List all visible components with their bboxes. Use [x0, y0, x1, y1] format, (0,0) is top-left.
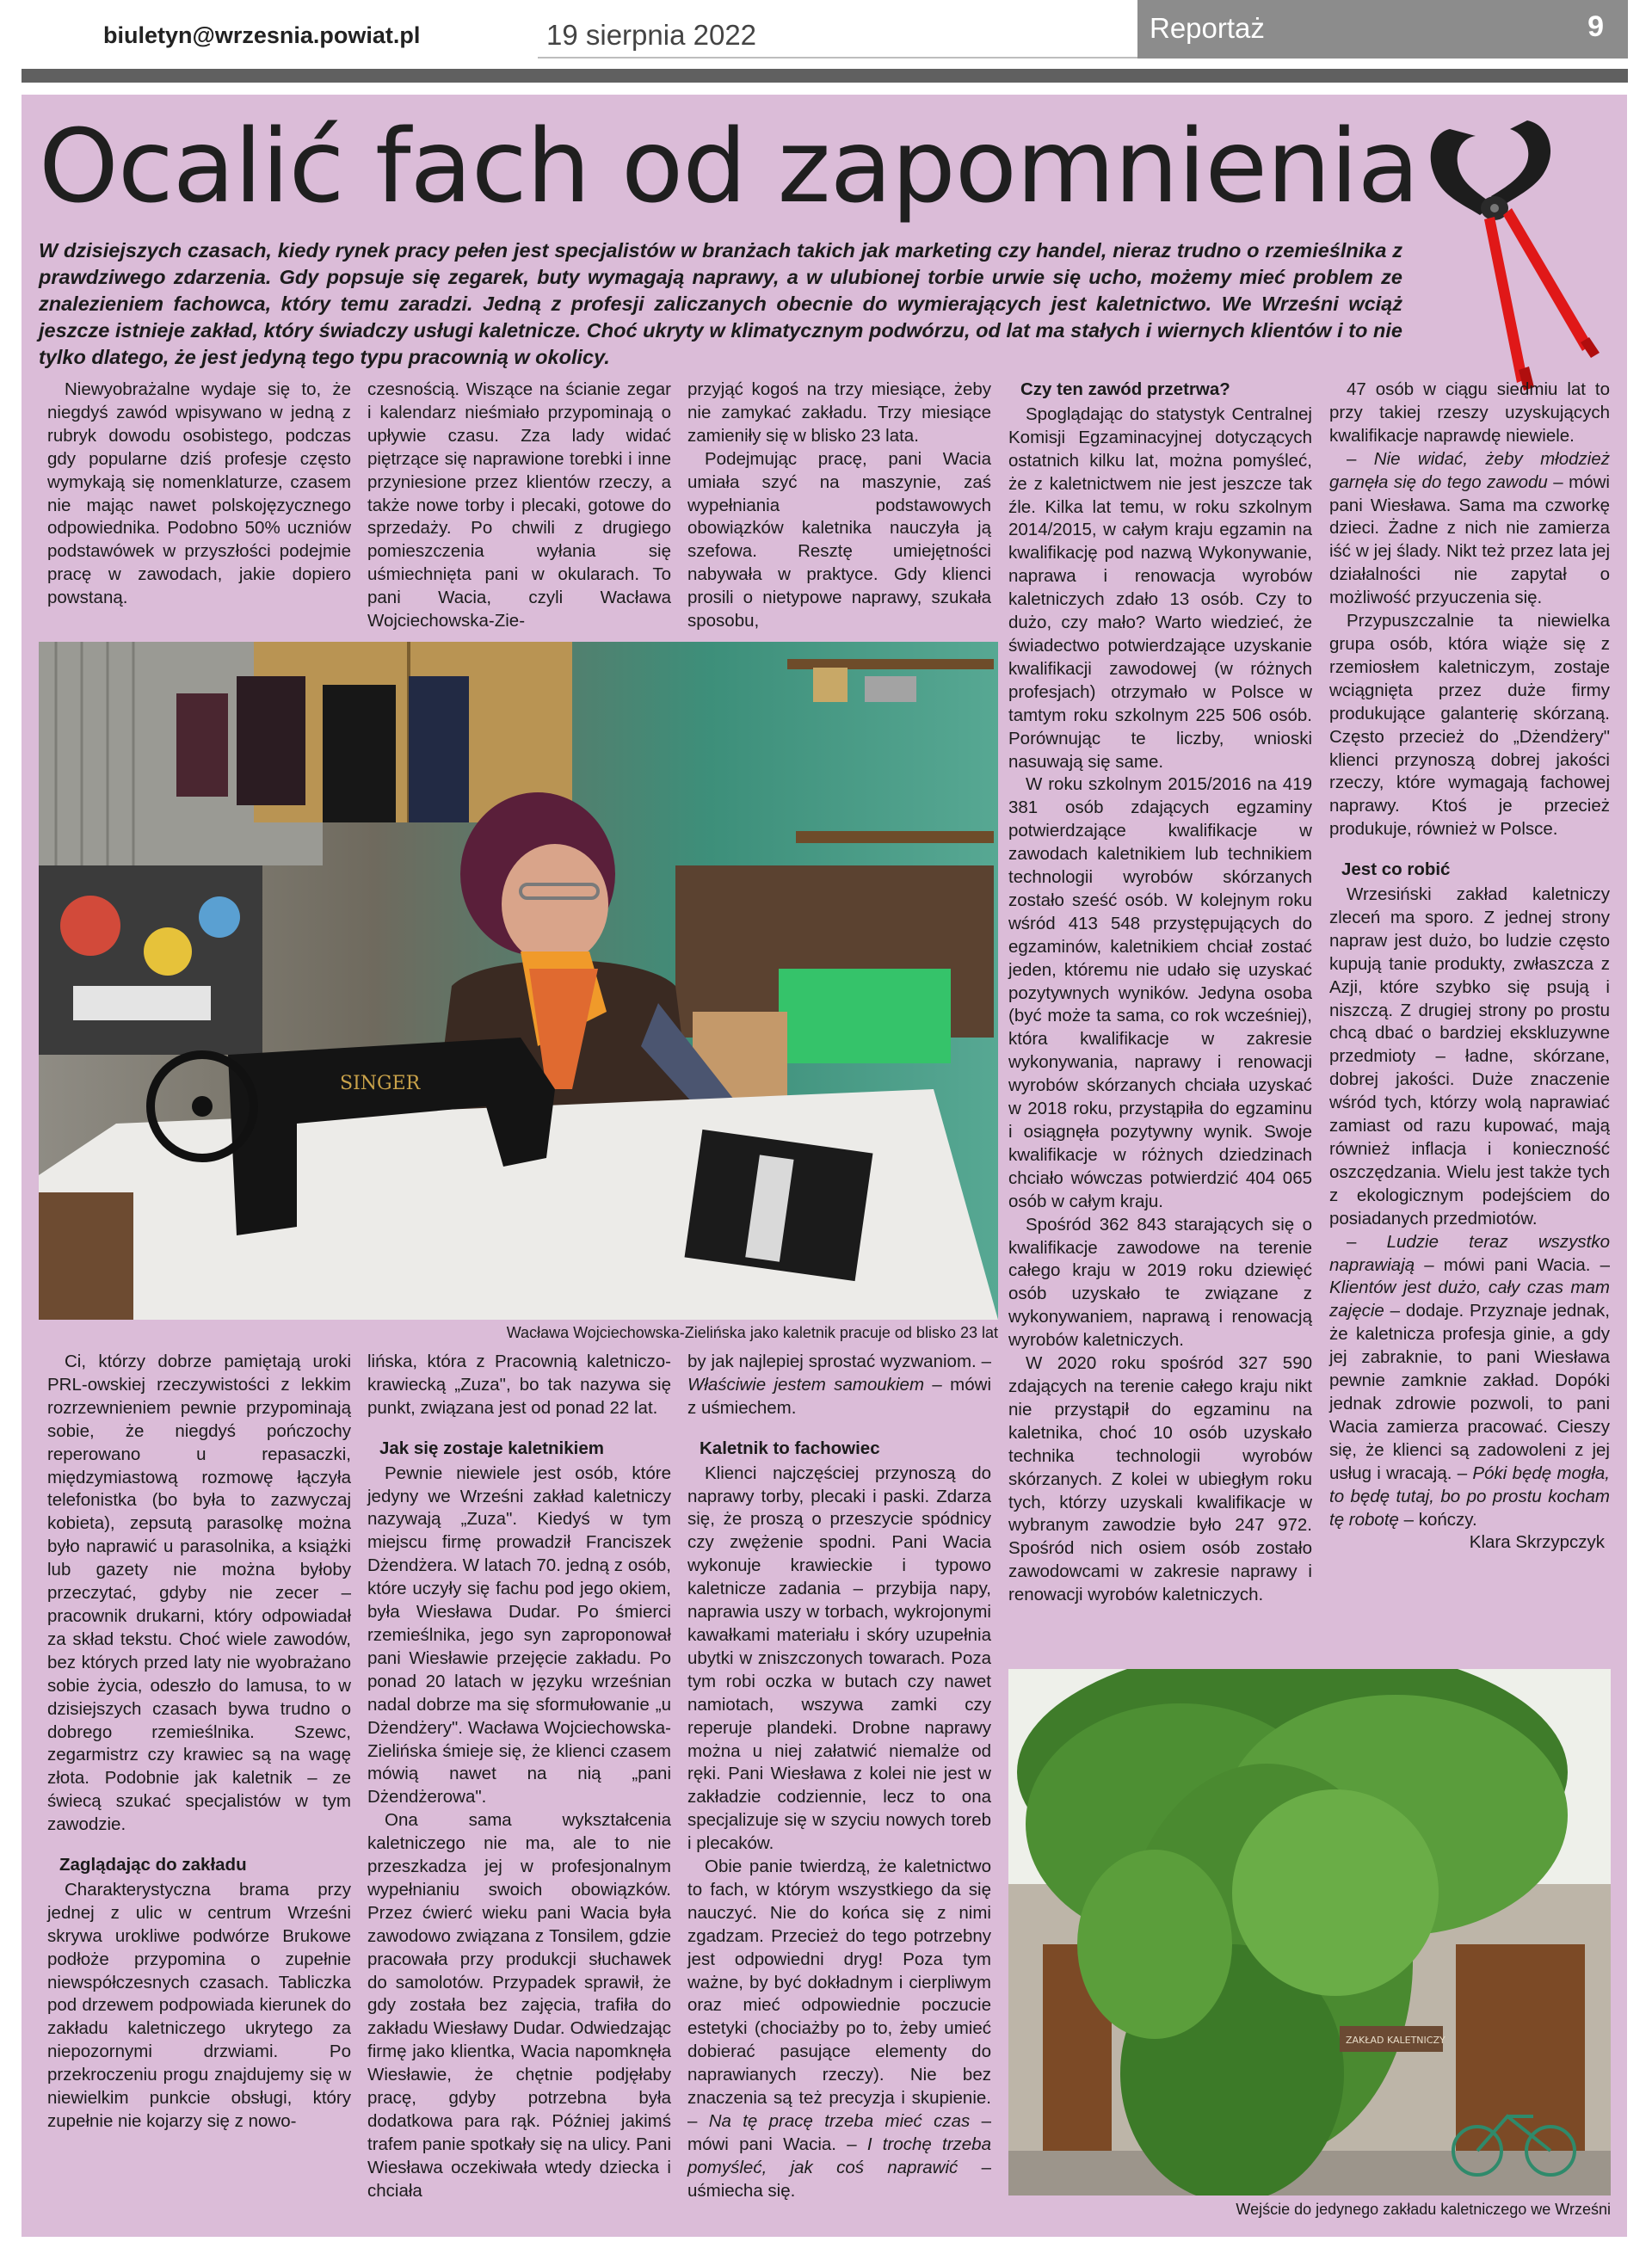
machine-label: SINGER [340, 1073, 421, 1094]
text-run: – mówi z uśmiechem. [687, 1374, 992, 1418]
quote: Ludzie teraz wszystko naprawiają [1329, 1231, 1610, 1275]
sign-label: ZAKŁAD KALETNICZY [1346, 2035, 1446, 2046]
entrance-photo [1008, 1669, 1611, 2195]
col3-top [687, 379, 991, 633]
article-title: Ocalić fach od zapomnienia [39, 107, 1419, 225]
quote: Właściwie jestem samoukiem [687, 1374, 925, 1395]
col2-top [367, 379, 671, 633]
paragraph: Spośród 362 843 starających się o kwalifikacje zawodowe na terenie całego kraju w 2019 roku dziewięć osób uzyskało te związane z wykonywaniem, naprawą i renowacją wyrobów kaletniczych. [1008, 1214, 1312, 1351]
entrance-illustration [1008, 1669, 1611, 2195]
header-date: 19 sierpnia 2022 [546, 19, 757, 51]
section-name: Reportaż [1150, 12, 1265, 44]
workshop-photo [39, 642, 998, 1320]
col4 [1008, 379, 1312, 1607]
text-run: – [1347, 448, 1357, 469]
col1-top [47, 379, 351, 610]
header-bar [22, 69, 1628, 83]
paragraph: Przypuszczalnie ta niewielka grupa osób, która wiąże się z rzemiosłem kaletniczym, zostaje wciągnięta przez duże firmy produkujące galanterię skórzaną. Często przecież do „Dżendżery" klienci przynoszą dobrej jakości rzeczy, które wymagają fachowej naprawy. Ktoś je przecież produkuje, również w Polsce. [1329, 611, 1610, 840]
workshop-illustration [39, 642, 998, 1320]
quote: I trochę trzeba pomyśleć, jak coś naprawić [687, 2134, 991, 2177]
text-run: – mówi pani Wacia. – [687, 2111, 991, 2154]
paragraph: Klienci najczęściej przynoszą do naprawy torby, plecaki i paski. Zdarza się, że proszą o przeszycie spódnicy czy zwężenie spodni. Pani Wacia wykonuje krawieckie i typowo kaletnicze zadania – przybija napy, naprawia uszy w torbach, wykrojonymi kawałkami materiału i skóry uzupełnia ubytki w zniszczonych towarach. Poza tym robi oczka w butach czy nawet namiotach, wszywa zamki czy reperuje plandeki. Drobne naprawy można u niej załatwić niemalże od ręki. Pani Wiesława z kolei nie jest w zakładzie codziennie, lecz to ona specjalizuje się w szyciu nowych toreb i plecaków. [687, 1463, 991, 1854]
quote: Póki będę mogła, to będę tutaj, bo po prostu kocham tę robotę [1329, 1463, 1610, 1530]
subheading-zagladajac: Zaglądając do zakładu [59, 1855, 247, 1875]
subheading-czy: Czy ten zawód przetrwa? [1020, 379, 1230, 399]
paragraph: 47 osób w ciągu siedmiu lat to przy takiej rzeszy uzyskujących kwalifikacje naprawdę niewiele. [1329, 379, 1610, 446]
text-run: – mówi pani Wiesława. Sama ma czworkę dzieci. Żadne z nich nie zamierza iść w jej ślady. Nikt też przez lata jej działalności nie zapytał o możliwość przyuczenia się. [1329, 471, 1610, 608]
author-signature: Klara Skrzypczyk [1469, 1532, 1605, 1553]
subheading-jak: Jak się zostaje kaletnikiem [379, 1438, 604, 1458]
text-run: by jak najlepiej sprostać wyzwaniom. – [687, 1352, 991, 1371]
col1-lower [47, 1351, 351, 2134]
text-run: – uśmiecha się. [687, 2157, 991, 2201]
quote: Na tę pracę trzeba mieć czas [708, 2111, 971, 2131]
header-rule [538, 57, 1140, 59]
col2-lower [367, 1351, 671, 2203]
subheading-jest: Jest co robić [1341, 859, 1451, 880]
paragraph: Charakterystyczna brama przy jednej z ulic w centrum Wrześni skrywa urokliwe podwórze Brukowe podłoże przypomina o zupełnie niewspółczesnych czasach. Tabliczka pod drzewem podpowiada kierunek do zakładu kaletniczego ukrytego za niepozornymi drzwiami. Po przekroczeniu progu znajdujemy się w niewielkim punkcie obsługi, który zupełnie nie kojarzy się z nowo- [47, 1879, 351, 2131]
paragraph: Podejmując pracę, pani Wacia umiała szyć na maszynie, zaś wypełniania podstawowych obowiązków kaletnika nauczyła ją szefowa. Resztę umiejętności nabywała w praktyce. Gdy klienci prosili o nietypowe naprawy, szukała sposobu, [687, 448, 991, 631]
paragraph: Pewnie niewiele jest osób, które jedyny we Wrześni zakład kaletniczy nazywają „Zuza". Kiedyś w tym miejscu firmę prowadził Franciszek Dżendżera. W latach 70. jedną z osób, które uczyły się fachu pod jego okiem, była Wiesława Dudar. Po śmierci rzemieślnika, jego syn zaproponował pani Wiesławie przejęcie zakładu. Po ponad 20 latach w języku wrześnian nadal dobrze ma się sformułowanie „u Dżendżery". Wacława Wojciechowska-Zielińska śmieje się, że klienci czasem mówią nawet na nią „pani Dżendżerowa". [367, 1463, 671, 1808]
paragraph: W roku szkolnym 2015/2016 na 419 381 osób zdających egzaminy potwierdzające kwalifikacje w zawodach kaletnikiem lub technikiem technologii wyrobów skórzanych zostało sześć osób. W kolejnym roku wśród 413 548 przystępujących do egzaminów, kaletnikiem chciał zostać jeden, któremu nie udało się uzyskać pozytywnych wyników. Jedyna osoba (być może ta sama, co rok wcześniej), która kwalifikacje w zakresie wykonywania, naprawy i renowacji wyrobów skórzanych chciała uzyskać w 2018 roku, przystąpiła do egzaminu i osiągnęła pozytywny wynik. Swoje kwalifikacje w różnych dziedzinach chciało wówczas potwierdzić 404 065 osób w całym kraju. [1008, 774, 1312, 1211]
paragraph: Ona sama wykształcenia kaletniczego nie ma, ale to nie przeszkadza jej w profesjonalnym wypełnianiu swoich obowiązków. Przez ćwierć wieku pani Wacia była zawodowo związana z Tonsilem, gdzie pracowała przy produkcji słuchawek do samolotów. Przypadek sprawił, że gdy została bez zajęcia, trafiła do zakładu Wiesławy Dudar. Odwiedzając firmę jako klientka, Wacia napomknęła Wiesławie, że chętnie podjęłaby pracę, gdyby potrzebna była dodatkowa para rąk. Później jakimś trafem panie spotkały się na ulicy. Pani Wiesława oczekiwała wtedy dziecka i chciała [367, 1810, 671, 2201]
paragraph [687, 1351, 991, 1420]
paragraph: czesnością. Wiszące na ścianie zegar i kalendarz nieśmiało przypominają o upływie czasu. Zza lady widać piętrzące się naprawione torebki i inne przyniesione przez klientów rzeczy, a także nowe torby i plecaki, gotowe do sprzedaży. Po chwili z drugiego pomieszczenia wyłania się uśmiechnięta pani w okularach. To pani Wacia, czyli Wacława Wojciechowska-Zie- [367, 379, 671, 631]
page-header [0, 0, 1652, 86]
quote: Klientów jest dużo, cały czas mam zajęcie [1329, 1278, 1610, 1321]
paragraph: Wrzesiński zakład kaletniczy zleceń ma sporo. Z jednej strony napraw jest dużo, bo ludzie często kupują tanie produkty, zwłaszcza z Azji, które szybko się psują i niszczą. Z drugiej strony po prostu chcą dbać o bardziej ekskluzywne przedmioty – ładne, skórzane, dobrej jakości. Duże znaczenie wśród tych, którzy wolą naprawiać zamiast od razu kupować, mają również inflacja i konieczność oszczędzania. Wielu jest także tych z ekologicznym podejściem do posiadanych przedmiotów. [1329, 884, 1610, 1229]
article-lead: W dzisiejszych czasach, kiedy rynek pracy pełen jest specjalistów w branżach takich jak marketing czy handel, nieraz trudno o rzemieślnika z prawdziwego zdarzenia. Gdy popsuje się zegarek, buty wymagają naprawy, a w ulubionej torbie urwie się ucho, możemy mieć problem ze znalezieniem fachowca, który temu zaradzi. Jedną z profesji zaliczanych obecnie do wymierających jest kaletnictwo. We Wrześni wciąż jeszcze istnieje zakład, który świadczy usługi kaletnicze. Choć ukryty w klimatycznym podwórzu, od lat ma stałych i wiernych klientów i to nie tylko dlatego, że jest jedyną tego typu pracownią w okolicy. [39, 239, 1402, 368]
text-run: – [1347, 1231, 1357, 1252]
paragraph: Spoglądając do statystyk Centralnej Komisji Egzaminacyjnej dotyczących ostatnich kilku lat, można pomyśleć, że z kaletnictwem nie jest jeszcze tak źle. Kilka lat temu, w roku szkolnym 2014/2015, w całym kraju egzamin na kwalifikację pod nazwą Wykonywanie, naprawa i renowacja wyrobów kaletniczych zdało 13 osób. Czy to dużo, czy mało? Warto wiedzieć, że świadectwo potwierdzające uzyskanie kwalifikacji zawodowej (w różnych profesjach) otrzymało w Polsce w tamtym roku szkolnym 225 506 osób. Porównując te liczby, wnioski nasuwają się same. [1008, 403, 1312, 772]
header-email[interactable]: biuletyn@wrzesnia.powiat.pl [103, 22, 421, 48]
paragraph [1329, 1231, 1610, 1532]
paragraph [687, 1856, 991, 2203]
entrance-caption: Wejście do jedynego zakładu kaletniczego we Wrześni [1236, 2201, 1611, 2218]
page-number: 9 [1587, 10, 1604, 43]
paragraph: Ci, którzy dobrze pamiętają uroki PRL-owskiej rzeczywistości z lekkim rozrzewnieniem pewnie przypominają sobie, że niegdyś pończochy reperowano u repasaczki, międzymiastową rozmowę łączyła telefonistka (bo była to zazwyczaj kobieta), zepsutą parasolkę można było naprawić u parasolnika, a książki lub gazety nie można byłoby przeczytać, gdyby nie zecer – pracownik drukarni, który odpowiadał za skład tekstu. Choć wiele zawodów, bez których przed laty nie wyobrażano sobie życia, odeszło do lamusa, to w dzisiejszych czasach bywa trudno o dobrego rzemieślnika. Szewc, zegarmistrz czy krawiec są na wagę złota. Podobnie jak kaletnik – ze świecą szukać specjalistów w tym zawodzie. [47, 1352, 351, 1835]
paragraph: lińska, która z Pracownią kaletniczo-krawiecką „Zuza", bo tak nazywa się punkt, związana jest od ponad 22 lat. [367, 1352, 671, 1418]
text-run: – mówi pani Wacia. – [1424, 1254, 1610, 1275]
section-box [1137, 0, 1628, 59]
paragraph: Niewyobrażalne wydaje się to, że niegdyś zawód wpisywano w jedną z rubryk dowodu osobistego, podczas gdy popularne dziś profesje często wymykają się nomenklaturze, czasem nie mając nawet polskojęzycznego odpowiednika. Podobno 50% uczniów podstawówek w przyszłości podejmie pracę w zawodach, jakie dopiero powstaną. [47, 379, 351, 608]
col5 [1329, 379, 1610, 1555]
workshop-caption: Wacława Wojciechowska-Zielińska jako kaletnik pracuje od blisko 23 lat [506, 1324, 998, 1341]
col3-lower [687, 1351, 991, 2203]
paragraph: W 2020 roku spośród 327 590 zdających na terenie całego kraju nikt nie przystąpił do egzaminu na kaletnika, choć 10 osób uzyskało technika technologii wyrobów skórzanych. Z kolei w ubiegłym roku tych, którzy uzyskali kwalifikacje w wybranym zawodzie było 247 972. Spośród nich osiem osób zostało zawodowcami w zakresie naprawy i renowacji wyrobów kaletniczych. [1008, 1353, 1312, 1605]
text-run: – dodaje. Przyznaje jednak, że kaletnicza profesja ginie, a gdy jej zabraknie, to pani Wiesława pewnie zamknie zakład. Dopóki jednak zdrowie pozwoli, to pani Wacia zamierza pracować. Cieszy się, że klienci są zadowoleni z jej usług i wracają. – [1329, 1301, 1610, 1483]
paragraph: przyjąć kogoś na trzy miesiące, żeby nie zamykać zakładu. Trzy miesiące zamieniły się w blisko 23 lata. [687, 379, 991, 446]
article-frame [22, 95, 1627, 2237]
text-run: Obie panie twierdzą, że kaletnictwo to fach, w którym wszystkiego da się nauczyć. Nie do końca się z nimi zgadzam. Przecież do tego potrzebny jest odpowiedni dryg! Poza tym ważne, by być dokładnym i cierpliwym oraz mieć odpowiednie poczucie estetyki (chociażby po to, żeby umieć dobierać pasujące elementy do naprawianych rzeczy). Nie bez znaczenia są też precyzja i skupienie. – [687, 1857, 991, 2131]
paragraph [1329, 448, 1610, 610]
text-run: – kończy. [1403, 1509, 1477, 1530]
pliers-icon [1398, 112, 1605, 396]
subheading-kaletnik: Kaletnik to fachowiec [700, 1438, 880, 1458]
quote: Nie widać, żeby młodzież garnęła się do tego zawodu [1329, 448, 1610, 492]
